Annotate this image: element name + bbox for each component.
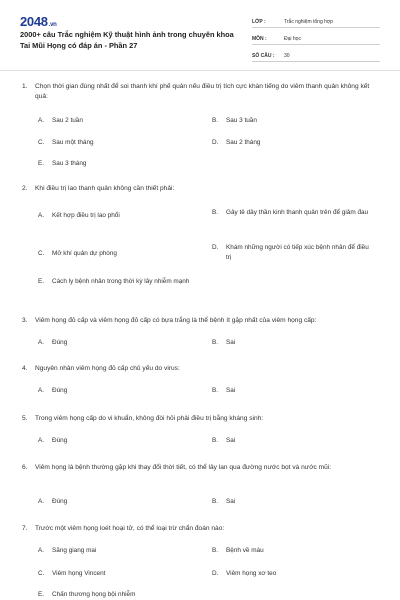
question-number: 2. bbox=[22, 185, 28, 192]
document-header bbox=[0, 0, 400, 66]
logo-main: 2048 bbox=[20, 14, 48, 29]
meta-value: Trắc nghiệm tổng hợp bbox=[284, 19, 333, 25]
option-letter: B. bbox=[212, 117, 219, 124]
meta-subject-row bbox=[252, 31, 380, 45]
option-text: Săng giang mai bbox=[52, 547, 97, 554]
option-text: Đúng bbox=[52, 339, 68, 346]
option-letter: E. bbox=[38, 278, 45, 285]
answer-option[interactable] bbox=[212, 243, 372, 263]
answer-option[interactable] bbox=[212, 569, 372, 579]
meta-label: MÔN : bbox=[252, 36, 267, 42]
option-letter: D. bbox=[212, 570, 219, 577]
option-letter: A. bbox=[38, 117, 45, 124]
question-text: Trong viêm họng cấp do vi khuẩn, không đòi hỏi phải điều trị bằng kháng sinh: bbox=[35, 415, 264, 422]
option-letter: E. bbox=[38, 160, 45, 167]
answer-option[interactable] bbox=[38, 211, 198, 221]
question-item bbox=[22, 184, 378, 194]
option-letter: B. bbox=[212, 209, 219, 216]
meta-count-row bbox=[252, 48, 380, 62]
option-text: Đúng bbox=[52, 437, 68, 444]
option-letter: B. bbox=[212, 547, 219, 554]
page-title: 2000+ câu Trắc nghiệm Kỹ thuật hình ảnh trong chuyên khoa Tai Mũi Họng có đáp án - Phần 27 bbox=[20, 30, 234, 50]
option-text: Sai bbox=[226, 339, 236, 346]
question-text: Khi điều trị lao thanh quản không cần thiết phải: bbox=[35, 185, 175, 192]
question-text: Viêm họng là bệnh thường gặp khi thay đổi thời tiết, có thể lây lan qua đường nước bọt và nước mũi: bbox=[35, 464, 332, 471]
meta-label: LỚP : bbox=[252, 19, 266, 25]
meta-label: SỐ CÂU : bbox=[252, 53, 275, 59]
meta-value: 30 bbox=[284, 53, 290, 59]
meta-value: Đại học bbox=[284, 36, 301, 42]
question-item bbox=[22, 414, 378, 424]
option-letter: B. bbox=[212, 437, 219, 444]
question-number: 3. bbox=[22, 317, 28, 324]
option-letter: C. bbox=[38, 250, 45, 257]
option-text: Bệnh về máu bbox=[226, 547, 264, 554]
answer-option[interactable] bbox=[38, 116, 198, 126]
meta-class-row bbox=[252, 14, 380, 28]
option-text: Đúng bbox=[52, 387, 68, 394]
question-text: Nguyên nhân viêm họng đỏ cấp chủ yếu do virus: bbox=[35, 365, 180, 372]
answer-option[interactable] bbox=[38, 590, 198, 600]
option-text: Gây tê dây thần kinh thanh quản trên để giảm đau bbox=[226, 209, 369, 216]
answer-option[interactable] bbox=[212, 338, 372, 348]
option-text: Sau 3 tuần bbox=[226, 117, 257, 124]
question-text: Chọn thời gian đúng nhất để soi thanh khí phế quản nếu điều trị tích cực khàn tiếng do viêm thanh quản không kết quả: bbox=[35, 83, 370, 100]
option-text: Mở khí quản dự phòng bbox=[52, 250, 117, 257]
answer-option[interactable] bbox=[212, 436, 372, 446]
option-text: Đúng bbox=[52, 498, 68, 505]
question-text: Trước một viêm họng loét hoại tử, có thể loại trừ chẩn đoán nào: bbox=[35, 525, 225, 532]
option-letter: A. bbox=[38, 498, 45, 505]
question-number: 7. bbox=[22, 525, 28, 532]
option-text: Sau một tháng bbox=[52, 139, 94, 146]
question-text: Viêm họng đỏ cấp và viêm họng đỏ cấp có bựa trắng là thể bệnh ít gặp nhất của viêm họng cấp: bbox=[35, 317, 317, 324]
option-text: Viêm họng Vincent bbox=[52, 570, 106, 577]
option-letter: A. bbox=[38, 339, 45, 346]
answer-option[interactable] bbox=[38, 436, 198, 446]
option-letter: B. bbox=[212, 339, 219, 346]
question-item bbox=[22, 316, 378, 326]
option-text: Sau 2 tuần bbox=[52, 117, 83, 124]
option-text: Kết hợp điều trị lao phổi bbox=[52, 212, 120, 219]
logo-suffix: .vn bbox=[48, 22, 57, 28]
option-text: Chấn thương họng bội nhiễm bbox=[52, 591, 136, 598]
answer-option[interactable] bbox=[212, 546, 372, 556]
option-letter: E. bbox=[38, 591, 45, 598]
option-letter: D. bbox=[212, 139, 219, 146]
answer-option[interactable] bbox=[212, 497, 372, 507]
option-text: Cách ly bệnh nhân trong thời kỳ lây nhiễm mạnh bbox=[52, 278, 190, 285]
meta-info bbox=[252, 14, 380, 65]
option-text: Sau 3 tháng bbox=[52, 160, 87, 167]
answer-option[interactable] bbox=[38, 497, 198, 507]
question-item bbox=[22, 524, 378, 534]
answer-option[interactable] bbox=[38, 277, 198, 287]
answer-option[interactable] bbox=[212, 386, 372, 396]
question-number: 4. bbox=[22, 365, 28, 372]
answer-option[interactable] bbox=[38, 338, 198, 348]
answer-option[interactable] bbox=[212, 208, 372, 218]
option-text: Viêm họng xơ teo bbox=[226, 570, 277, 577]
option-letter: B. bbox=[212, 498, 219, 505]
option-text: Sai bbox=[226, 437, 236, 444]
answer-option[interactable] bbox=[38, 546, 198, 556]
answer-option[interactable] bbox=[38, 249, 198, 259]
answer-option[interactable] bbox=[212, 138, 372, 148]
option-letter: C. bbox=[38, 570, 45, 577]
answer-option[interactable] bbox=[212, 116, 372, 126]
option-text: Sai bbox=[226, 498, 236, 505]
option-letter: A. bbox=[38, 212, 45, 219]
option-letter: C. bbox=[38, 139, 45, 146]
option-text: Khám những người có tiếp xúc bệnh nhân để điều trị bbox=[226, 244, 369, 261]
question-number: 6. bbox=[22, 464, 28, 471]
option-letter: D. bbox=[212, 244, 219, 251]
answer-option[interactable] bbox=[38, 386, 198, 396]
question-item bbox=[22, 364, 378, 374]
option-letter: B. bbox=[212, 387, 219, 394]
question-item bbox=[22, 463, 378, 473]
question-item bbox=[22, 82, 378, 102]
option-text: Sau 2 tháng bbox=[226, 139, 261, 146]
site-logo[interactable] bbox=[20, 14, 57, 29]
header-divider bbox=[0, 70, 400, 71]
question-number: 1. bbox=[22, 83, 28, 90]
option-letter: A. bbox=[38, 387, 45, 394]
answer-option[interactable] bbox=[38, 138, 198, 148]
answer-option[interactable] bbox=[38, 569, 198, 579]
option-letter: A. bbox=[38, 547, 45, 554]
answer-option[interactable] bbox=[38, 159, 198, 169]
option-letter: A. bbox=[38, 437, 45, 444]
option-text: Sai bbox=[226, 387, 236, 394]
question-number: 5. bbox=[22, 415, 28, 422]
